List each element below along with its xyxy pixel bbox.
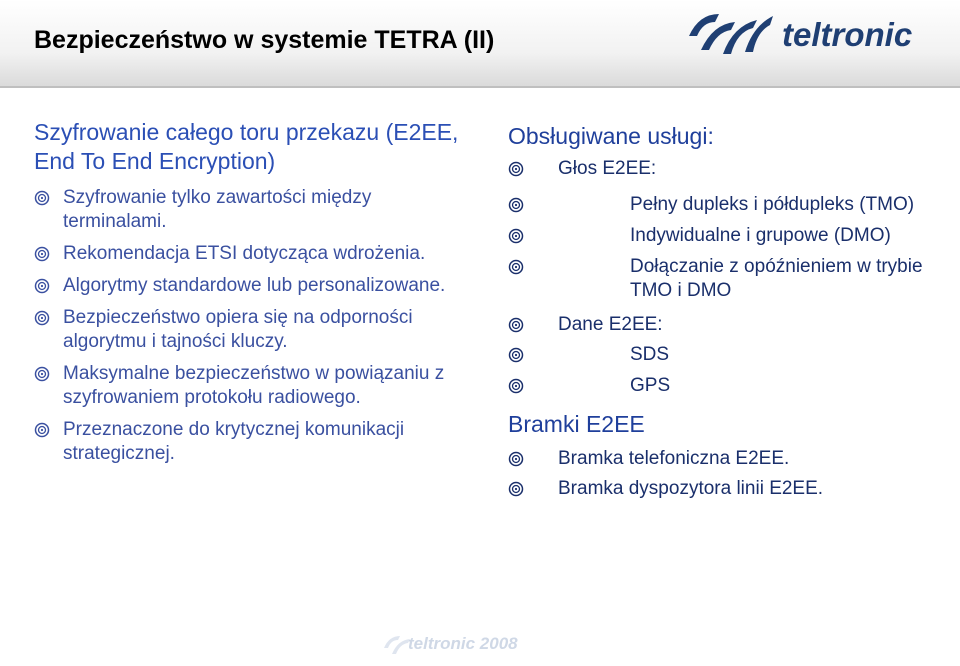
voice-subitem-text: Dołączanie z opóźnieniem w trybie TMO i DMO [630,256,923,301]
gateways-heading: Bramki E2EE [508,411,645,437]
gateway-item [508,477,948,501]
left-list-item-text: Przeznaczone do krytycznej komunikacji strategicznej. [63,419,405,464]
left-bullet-list [34,186,474,466]
data-subitem [508,374,948,398]
left-heading: Szyfrowanie całego toru przekazu (E2EE, End To End Encryption) [34,119,459,174]
left-list-item [34,274,474,298]
bullet-icon [34,246,50,262]
voice-subitem-text: Pełny dupleks i półdupleks (TMO) [630,194,915,215]
left-list-item [34,242,474,266]
gateway-item-text: Bramka dyspozytora linii E2EE. [558,478,824,499]
left-list-item-text: Algorytmy standardowe lub personalizowane. [63,275,446,296]
title-rule [0,86,960,88]
left-list-item [34,186,474,234]
bullet-icon [508,378,524,394]
left-list-item-text: Rekomendacja ETSI dotycząca wdrożenia. [63,243,426,264]
voice-subitem-text: Indywidualne i grupowe (DMO) [630,225,891,246]
bullet-icon [508,259,524,275]
bullet-icon [34,366,50,382]
bullet-icon [508,161,524,177]
bullet-icon [508,347,524,363]
left-list-item [34,362,474,410]
bullet-icon [34,310,50,326]
slide-title: Bezpieczeństwo w systemie TETRA (II) [34,26,495,54]
left-list-item-text: Maksymalne bezpieczeństwo w powiązaniu z szyfrowaniem protokołu radiowego. [63,363,445,408]
left-list-item-text: Szyfrowanie tylko zawartości między terminalami. [63,187,372,232]
footer-text: teltronic 2008 [408,634,518,653]
bullet-icon [34,422,50,438]
left-column [34,118,474,466]
data-sublist [508,343,948,398]
data-subitem-text: SDS [630,344,670,365]
voice-subitem [508,255,948,303]
bullet-icon [508,317,524,333]
left-list-item [34,418,474,466]
services-heading: Obsługiwane usługi: [508,123,714,149]
right-column [508,122,948,501]
bullet-icon [508,228,524,244]
voice-label: Głos E2EE: [558,158,657,179]
voice-item [508,157,948,181]
voice-sublist [508,193,948,303]
bullet-icon [34,278,50,294]
voice-subitem [508,224,948,248]
data-item [508,313,948,337]
left-list-item [34,306,474,354]
gateway-item [508,447,948,471]
bullet-icon [34,190,50,206]
data-label: Dane E2EE: [558,314,663,335]
bullet-icon [508,197,524,213]
bullet-icon [508,481,524,497]
bullet-icon [508,451,524,467]
gateway-item-text: Bramka telefoniczna E2EE. [558,448,790,469]
data-subitem [508,343,948,367]
gateways-list [508,447,948,501]
left-list-item-text: Bezpieczeństwo opiera się na odporności algorytmu i tajności kluczy. [63,307,413,352]
voice-subitem [508,193,948,217]
data-subitem-text: GPS [630,375,671,396]
logo-wordmark: teltronic [782,16,913,53]
